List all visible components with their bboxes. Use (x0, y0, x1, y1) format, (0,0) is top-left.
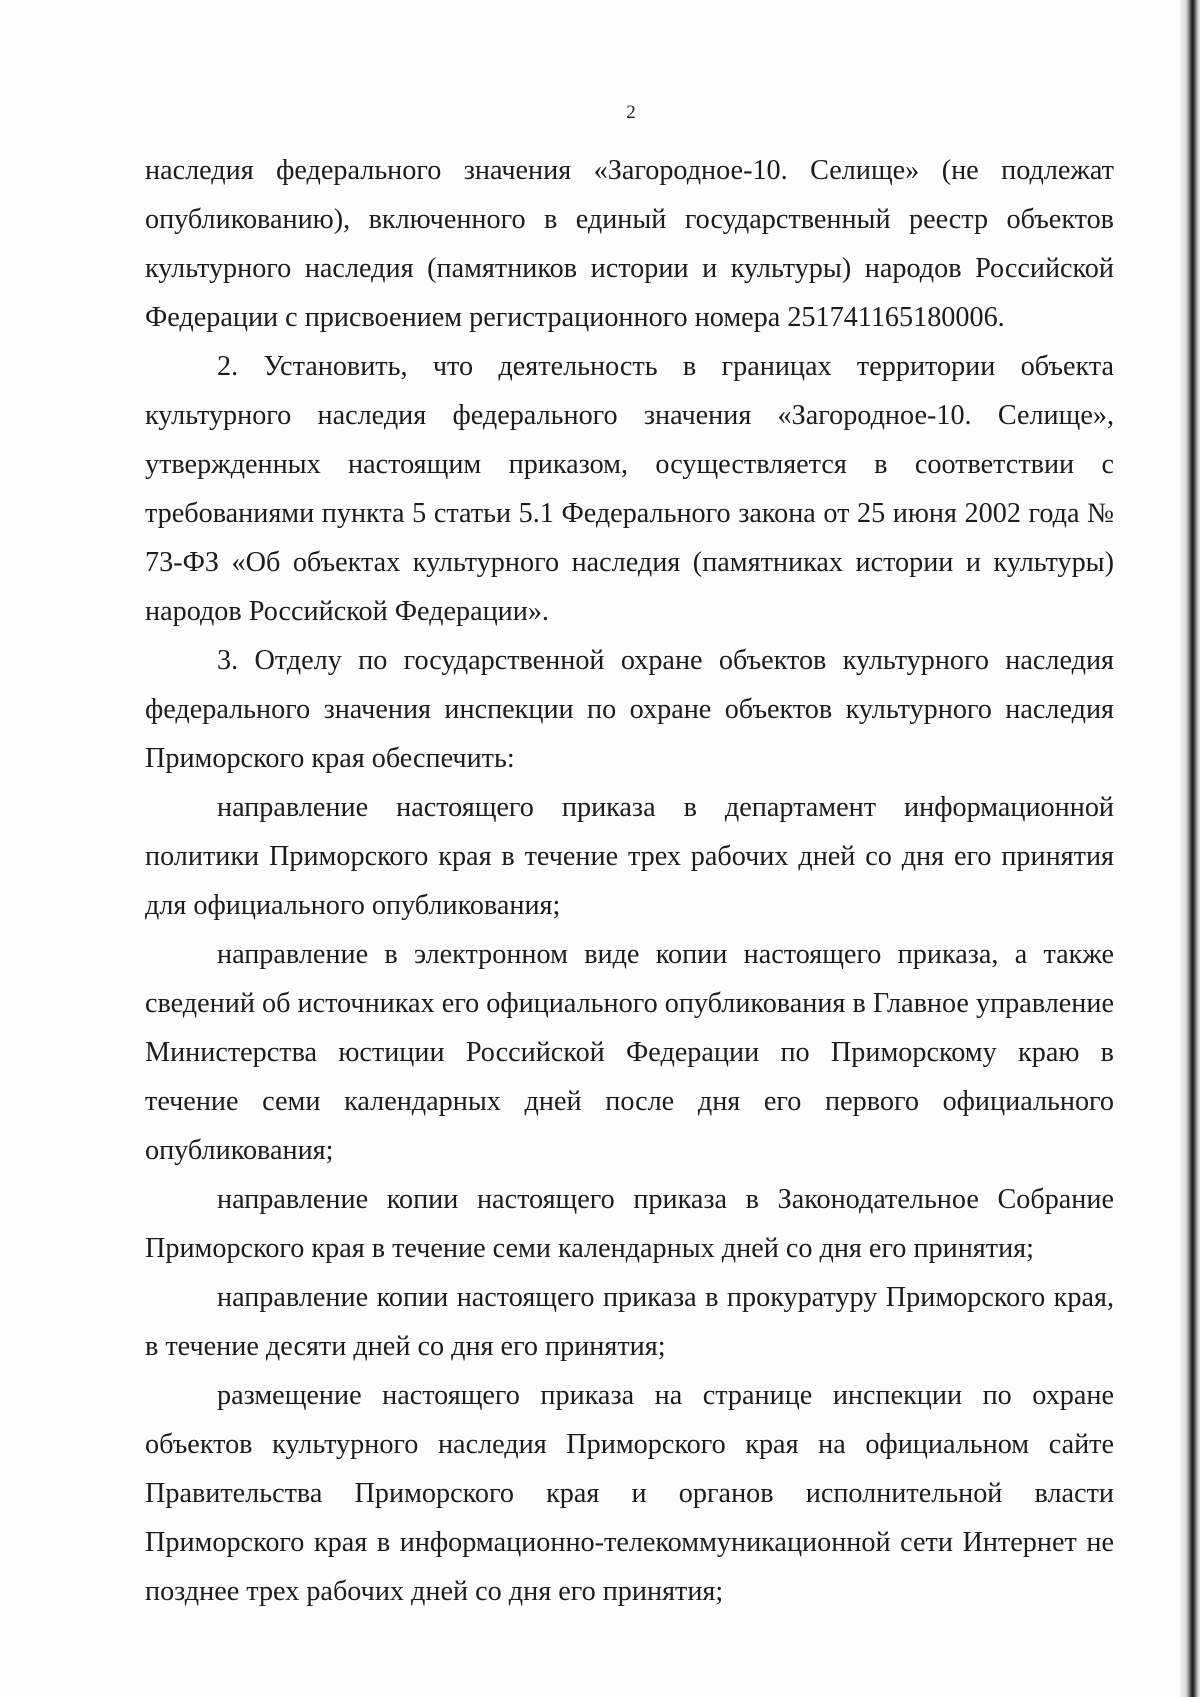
paragraph-subitem: направление в электронном виде копии настоящего приказа, а также сведений об источниках его официального опубликования в Главное управление Министерства юстиции Российской Федерации по Приморскому краю в течение семи календарных дней после дня его первого официального опубликования; (145, 939, 1114, 1166)
page-number: 2 (626, 102, 636, 123)
paragraph-subitem: размещение настоящего приказа на странице инспекции по охране объектов культурного наследия Приморского края на официальном сайте Правительства Приморского края и органов исполнительной власти Приморского края в информационно-телекоммуникационной сети Интернет не позднее трех рабочих дней со дня его принятия; (145, 1380, 1114, 1607)
paragraph-item-3: 3. Отделу по государственной охране объектов культурного наследия федерального значения инспекции по охране объектов культурного наследия Приморского края обеспечить: (145, 645, 1114, 774)
page-edge-shadow (1180, 0, 1200, 1697)
paragraph-subitem: направление копии настоящего приказа в Законодательное Собрание Приморского края в течение семи календарных дней со дня его принятия; (145, 1184, 1114, 1264)
document-body (145, 146, 1114, 1616)
paragraph-subitem: направление копии настоящего приказа в прокуратуру Приморского края, в течение десяти дней со дня его принятия; (145, 1282, 1114, 1362)
paragraph-item-2: 2. Установить, что деятельность в границах территории объекта культурного наследия федерального значения «Загородное-10. Селище», утвержденных настоящим приказом, осуществляется в соответствии с требованиями пункта 5 статьи 5.1 Федерального закона от 25 июня 2002 года № 73-ФЗ «Об объектах культурного наследия (памятниках истории и культуры) народов Российской Федерации». (145, 351, 1114, 627)
paragraph-continuation: наследия федерального значения «Загородное-10. Селище» (не подлежат опубликованию), включенного в единый государственный реестр объектов культурного наследия (памятников истории и культуры) народов Российской Федерации с присвоением регистрационного номера 251741165180006. (145, 155, 1114, 333)
paragraph-subitem: направление настоящего приказа в департамент информационной политики Приморского края в течение трех рабочих дней со дня его принятия для официального опубликования; (145, 792, 1114, 921)
